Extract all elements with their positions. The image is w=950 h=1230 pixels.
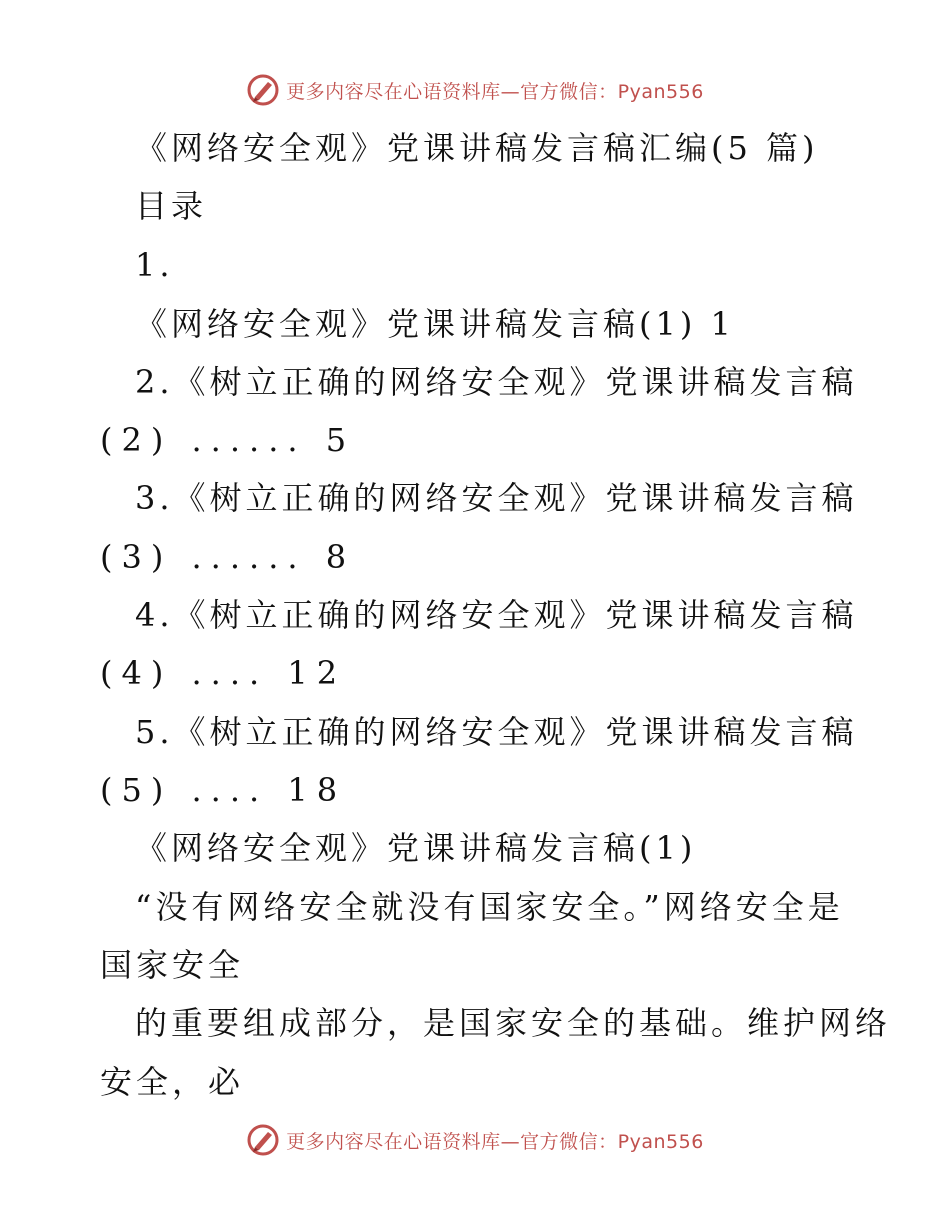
watermark-text: 更多内容尽在心语资料库—官方微信：Pyan556 — [286, 1130, 704, 1153]
toc-item-5-line2: (5) .... 18 — [100, 771, 347, 809]
toc-item-1-line2: 《网络安全观》党课讲稿发言稿(1) 1 — [135, 305, 735, 343]
toc-item-4-line2: (4) .... 12 — [100, 654, 347, 692]
footer-watermark — [0, 1120, 950, 1160]
body-paragraph-line: 国家安全 — [100, 946, 245, 984]
pen-logo-icon — [246, 73, 280, 107]
toc-item-2-line1: 2.《树立正确的网络安全观》党课讲稿发言稿 — [135, 363, 858, 401]
watermark-text: 更多内容尽在心语资料库—官方微信：Pyan556 — [286, 80, 704, 103]
body-paragraph-line: “没有网络安全就没有国家安全。”网络安全是 — [135, 888, 844, 926]
toc-item-4-line1: 4.《树立正确的网络安全观》党课讲稿发言稿 — [135, 596, 858, 634]
pen-logo-icon — [246, 1123, 280, 1157]
body-paragraph-line: 安全，必 — [100, 1063, 245, 1101]
section-heading: 《网络安全观》党课讲稿发言稿(1) — [135, 829, 697, 867]
toc-item-2-line2: (2) ...... 5 — [100, 421, 356, 459]
toc-item-3-line1: 3.《树立正确的网络安全观》党课讲稿发言稿 — [135, 479, 858, 517]
header-watermark — [0, 70, 950, 110]
toc-item-5-line1: 5.《树立正确的网络安全观》党课讲稿发言稿 — [135, 713, 858, 751]
toc-item-3-line2: (3) ...... 8 — [100, 538, 356, 576]
toc-item-1-line1: 1. — [135, 246, 174, 284]
document-title: 《网络安全观》党课讲稿发言稿汇编(5 篇) — [135, 129, 819, 167]
toc-heading: 目录 — [135, 187, 208, 225]
body-paragraph-line: 的重要组成部分，是国家安全的基础。维护网络 — [135, 1004, 892, 1042]
